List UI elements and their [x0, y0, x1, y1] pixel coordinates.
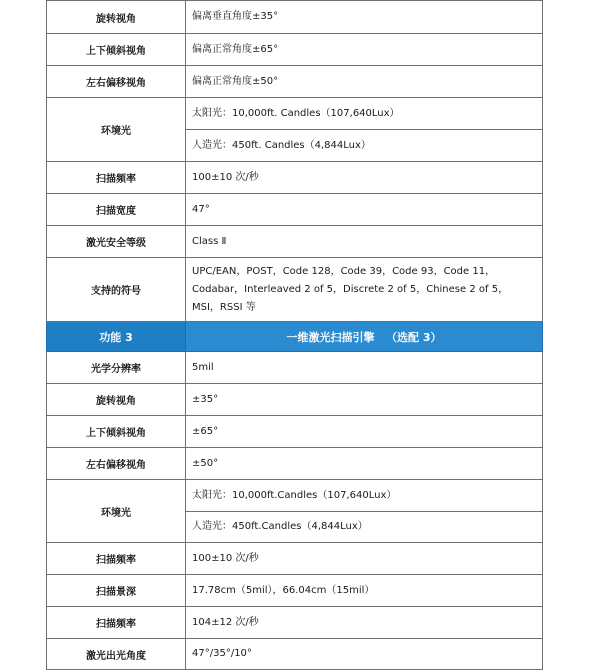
table-row [47, 258, 543, 322]
table-row [47, 162, 543, 194]
table-row [47, 34, 543, 66]
symbols-line: Codabar，Interleaved 2 of 5，Discrete 2 of 5，Chinese 2 of 5， [192, 283, 509, 295]
row-label: 扫描宽度 [47, 194, 186, 226]
table-row [47, 194, 543, 226]
table-row [47, 416, 543, 448]
row-label: 左右偏移视角 [47, 448, 186, 480]
table-row [47, 448, 543, 480]
row-label: 旋转视角 [47, 384, 186, 416]
row-value: ±35° [186, 384, 543, 416]
row-label: 扫描频率 [47, 543, 186, 575]
table-row [47, 607, 543, 639]
row-label: 环境光 [47, 98, 186, 162]
row-label: 激光出光角度 [47, 639, 186, 670]
row-value: 100±10 次/秒 [186, 543, 543, 575]
table-row [47, 543, 543, 575]
table-row [47, 639, 543, 670]
row-value: 偏离垂直角度±35° [186, 1, 543, 34]
row-value: ±65° [186, 416, 543, 448]
row-label: 支持的符号 [47, 258, 186, 322]
row-label: 光学分辨率 [47, 352, 186, 384]
row-value: 100±10 次/秒 [186, 162, 543, 194]
row-label: 上下倾斜视角 [47, 34, 186, 66]
row-value-artificial: 人造光：450ft. Candles（4,844Lux） [186, 130, 543, 162]
symbols-line: UPC/EAN，POST，Code 128，Code 39，Code 93，Code 11， [192, 265, 496, 277]
row-value: ±50° [186, 448, 543, 480]
table-row [47, 1, 543, 34]
row-label: 扫描频率 [47, 607, 186, 639]
table-row [47, 98, 543, 130]
row-value: Class Ⅱ [186, 226, 543, 258]
table-row [47, 66, 543, 98]
row-label: 环境光 [47, 480, 186, 543]
row-value: 104±12 次/秒 [186, 607, 543, 639]
table-row [47, 352, 543, 384]
row-label: 上下倾斜视角 [47, 416, 186, 448]
row-label: 扫描频率 [47, 162, 186, 194]
row-label: 激光安全等级 [47, 226, 186, 258]
section-header-row [47, 322, 543, 352]
row-value: 17.78cm（5mil），66.04cm（15mil） [186, 575, 543, 607]
symbols-line: MSI，RSSI 等 [192, 301, 256, 313]
row-value: 47°/35°/10° [186, 639, 543, 670]
table-row [47, 226, 543, 258]
row-value-symbols [186, 258, 543, 322]
table-row [47, 575, 543, 607]
row-value-sunlight: 太阳光：10,000ft. Candles（107,640Lux） [186, 98, 543, 130]
table-row [47, 480, 543, 512]
row-value: 5mil [186, 352, 543, 384]
row-value: 偏离正常角度±50° [186, 66, 543, 98]
table-row [47, 384, 543, 416]
spec-table [46, 0, 543, 670]
section-header-title: 一维激光扫描引擎 （选配 3） [186, 322, 543, 352]
row-value: 47° [186, 194, 543, 226]
row-value-artificial: 人造光：450ft.Candles（4,844Lux） [186, 512, 543, 543]
section-header-label: 功能 3 [47, 322, 186, 352]
row-label: 旋转视角 [47, 1, 186, 34]
row-value: 偏离正常角度±65° [186, 34, 543, 66]
row-label: 左右偏移视角 [47, 66, 186, 98]
row-label: 扫描景深 [47, 575, 186, 607]
row-value-sunlight: 太阳光：10,000ft.Candles（107,640Lux） [186, 480, 543, 512]
